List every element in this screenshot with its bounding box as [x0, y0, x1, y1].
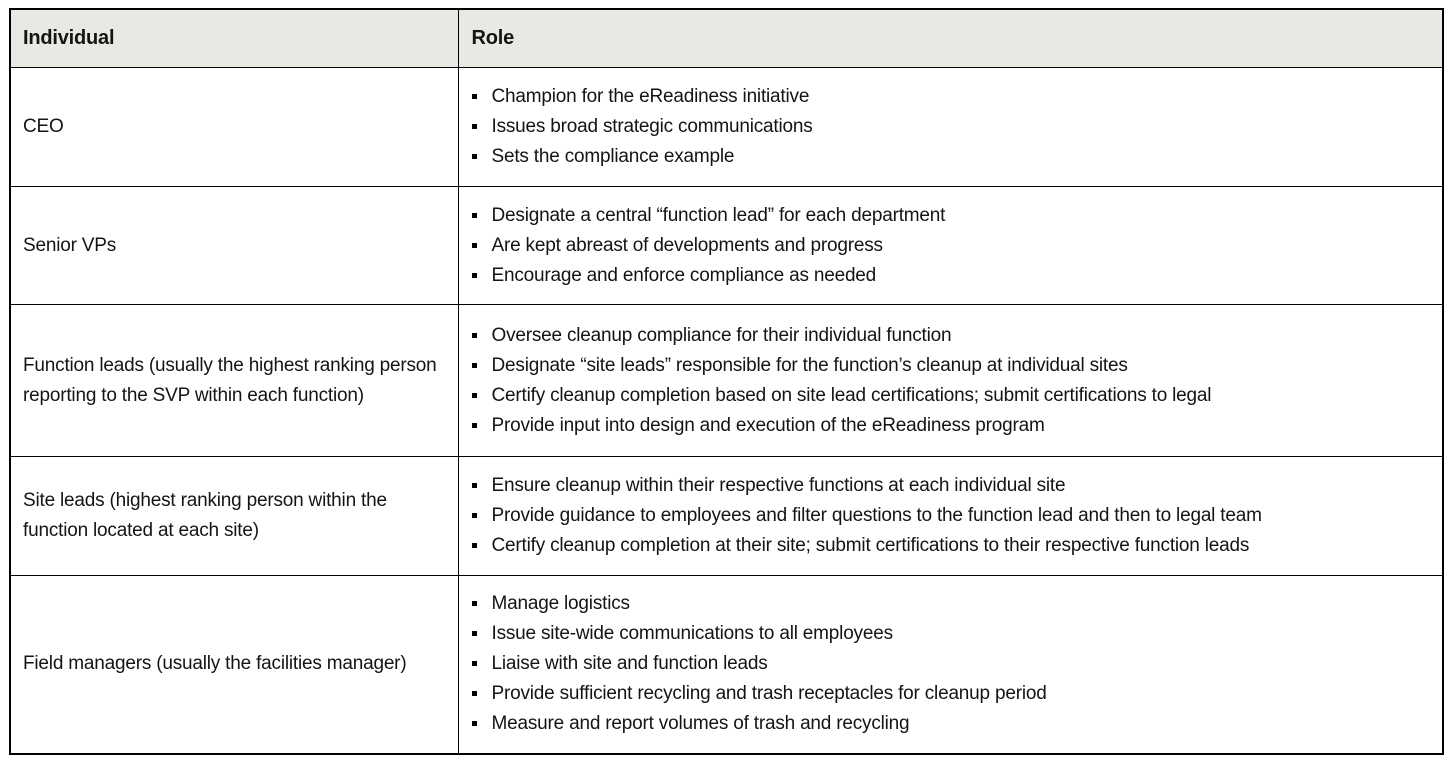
header-row — [10, 9, 1443, 68]
role-item-text: Oversee cleanup compliance for their individual function — [491, 324, 952, 346]
square-bullet-icon — [472, 94, 477, 99]
role-item — [472, 619, 1429, 649]
square-bullet-icon — [472, 124, 477, 129]
role-item — [472, 381, 1429, 411]
role-item — [472, 351, 1429, 381]
role-item — [472, 709, 1429, 739]
role-list — [459, 82, 1433, 172]
role-item-text: Issues broad strategic communications — [491, 116, 813, 137]
role-item — [472, 649, 1429, 679]
table-row-senior-vps — [10, 187, 1443, 305]
individual-cell: Function leads (usually the highest ranking person reporting to the SVP within each function) — [10, 305, 458, 457]
role-item-text: Are kept abreast of developments and progress — [491, 234, 883, 256]
role-list — [459, 589, 1433, 739]
square-bullet-icon — [472, 213, 477, 218]
square-bullet-icon — [472, 543, 477, 548]
role-cell — [458, 457, 1443, 576]
individual-cell: Field managers (usually the facilities manager) — [10, 576, 458, 754]
role-item-text: Certify cleanup completion based on site lead certifications; submit certifications to legal — [491, 384, 1212, 406]
square-bullet-icon — [472, 721, 477, 726]
role-item — [472, 142, 1429, 172]
role-item — [472, 231, 1429, 261]
square-bullet-icon — [472, 483, 477, 488]
column-header-individual: Individual — [10, 9, 458, 68]
square-bullet-icon — [472, 423, 477, 428]
individual-cell: Site leads (highest ranking person within the function located at each site) — [10, 457, 458, 576]
role-list — [459, 201, 1433, 291]
table-row-ceo — [10, 68, 1443, 187]
role-item-text: Provide sufficient recycling and trash receptacles for cleanup period — [491, 683, 1047, 705]
roles-table — [9, 8, 1444, 755]
role-item — [472, 471, 1429, 501]
role-item — [472, 112, 1429, 142]
individual-cell: CEO — [10, 68, 458, 187]
square-bullet-icon — [472, 513, 477, 518]
role-list — [459, 321, 1433, 441]
role-list — [459, 471, 1433, 561]
table-row-site-leads — [10, 457, 1443, 576]
role-cell — [458, 576, 1443, 754]
role-item — [472, 501, 1429, 531]
role-item — [472, 411, 1429, 441]
role-item — [472, 261, 1429, 291]
role-item-text: Certify cleanup completion at their site; submit certifications to their respective function leads — [491, 535, 1250, 556]
role-item — [472, 679, 1429, 709]
role-item — [472, 531, 1429, 561]
role-item-text: Encourage and enforce compliance as needed — [491, 264, 877, 286]
table-row-field-managers — [10, 576, 1443, 754]
role-cell — [458, 187, 1443, 305]
role-item — [472, 321, 1429, 351]
role-item-text: Issue site-wide communications to all employees — [491, 623, 893, 645]
role-item-text: Ensure cleanup within their respective functions at each individual site — [491, 475, 1066, 496]
square-bullet-icon — [472, 601, 477, 606]
individual-cell: Senior VPs — [10, 187, 458, 305]
role-item-text: Manage logistics — [491, 593, 630, 615]
square-bullet-icon — [472, 333, 477, 338]
square-bullet-icon — [472, 691, 477, 696]
column-header-role: Role — [458, 9, 1443, 68]
role-item-text: Provide input into design and execution of the eReadiness program — [491, 414, 1045, 436]
role-item-text: Liaise with site and function leads — [491, 653, 768, 675]
role-item-text: Measure and report volumes of trash and recycling — [491, 713, 910, 735]
role-item-text: Sets the compliance example — [491, 146, 735, 167]
square-bullet-icon — [472, 631, 477, 636]
role-item — [472, 201, 1429, 231]
role-cell — [458, 68, 1443, 187]
table-row-function-leads — [10, 305, 1443, 457]
square-bullet-icon — [472, 661, 477, 666]
role-cell — [458, 305, 1443, 457]
role-item-text: Designate “site leads” responsible for the function’s cleanup at individual sites — [491, 354, 1128, 376]
square-bullet-icon — [472, 154, 477, 159]
square-bullet-icon — [472, 363, 477, 368]
square-bullet-icon — [472, 273, 477, 278]
role-item-text: Designate a central “function lead” for each department — [491, 204, 946, 226]
role-item-text: Provide guidance to employees and filter questions to the function lead and then to legal team — [491, 505, 1262, 526]
role-item — [472, 82, 1429, 112]
square-bullet-icon — [472, 243, 477, 248]
square-bullet-icon — [472, 393, 477, 398]
role-item-text: Champion for the eReadiness initiative — [491, 86, 810, 107]
role-item — [472, 589, 1429, 619]
